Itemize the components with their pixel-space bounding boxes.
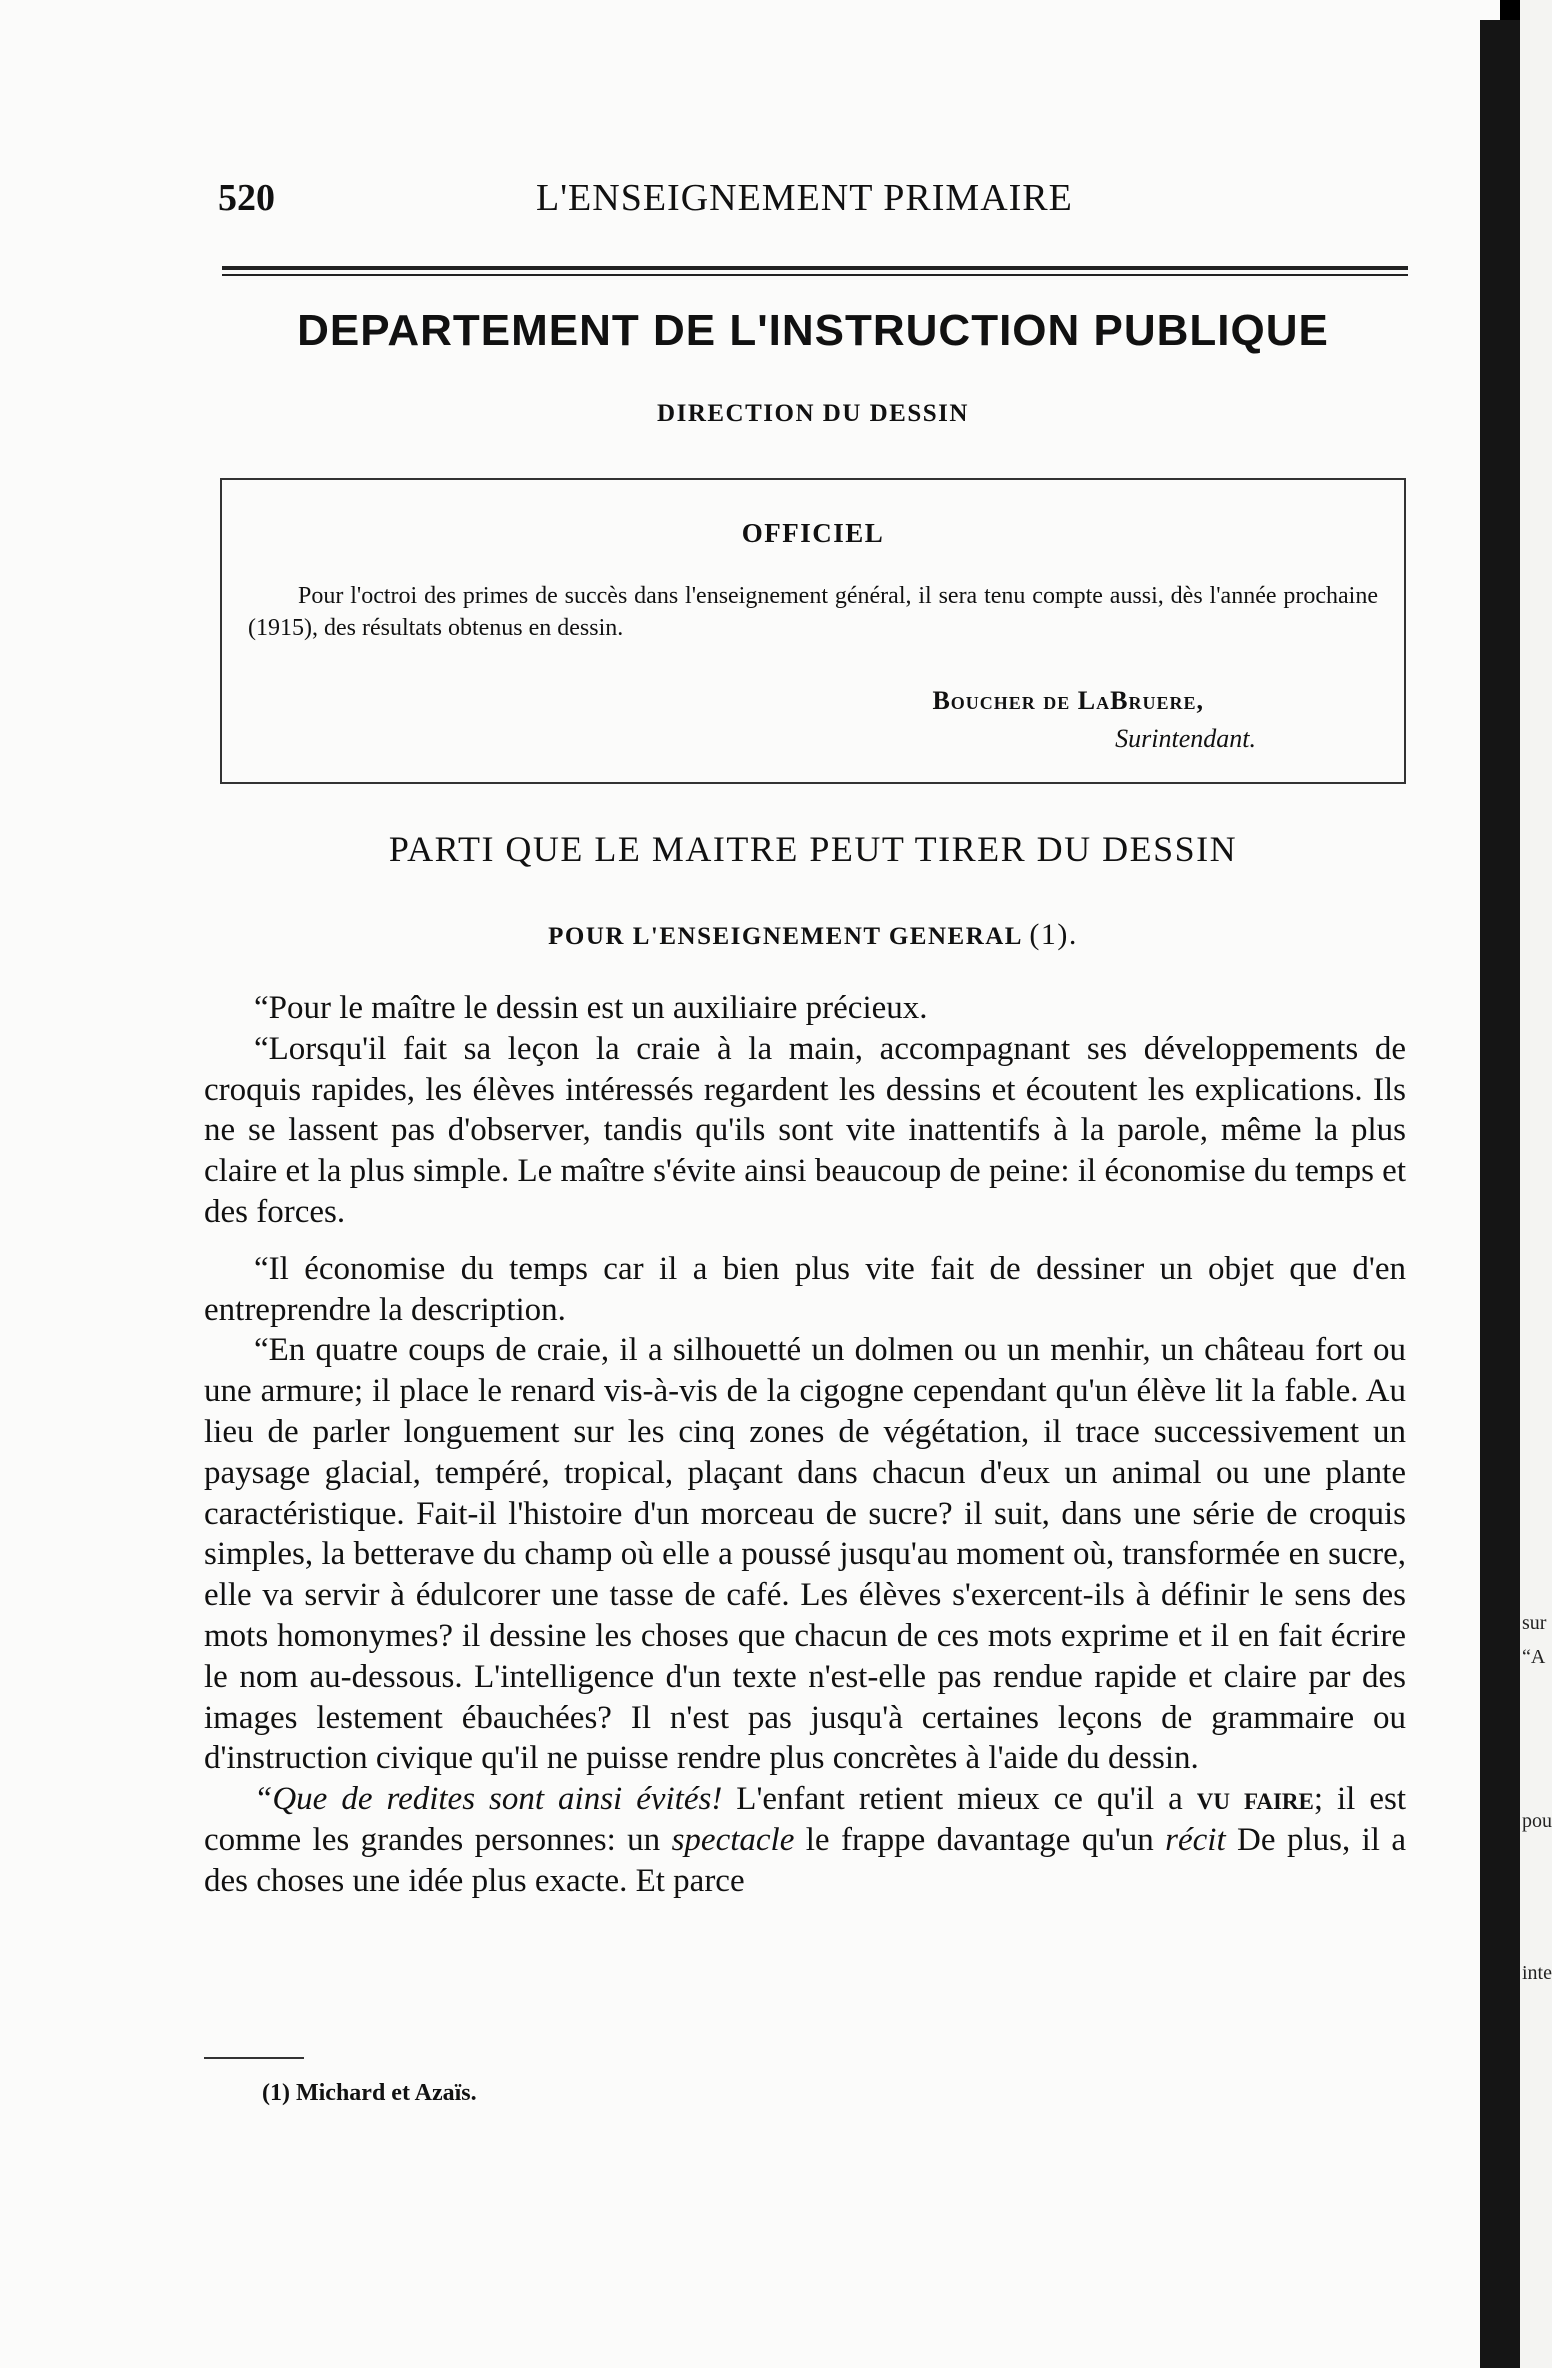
official-notice-title: OFFICIEL bbox=[741, 518, 885, 548]
neighbor-text-c: pou bbox=[1522, 1810, 1552, 1832]
neighbor-text-b: “A bbox=[1522, 1646, 1546, 1668]
paragraph-5-smallcaps: vu faire bbox=[1196, 1781, 1314, 1818]
paragraph-2: “Lorsqu'il fait sa leçon la craie à la main, accompagnant ses développements de croquis rapides, les élèves intéressés regardent les dessins et écoutent les explications. Ils ne se lassent pas d'observer, tandis qu'ils sont vite inattentifs à la parole, même la plus claire et la plus simple. Le maître s'évite ainsi beaucoup de peine: il économise du temps et des forces. bbox=[204, 1030, 1406, 1230]
official-notice-text: Pour l'octroi des primes de succès dans l'enseignement général, il sera tenu compte aussi, dès l'année prochaine (1915), des résultats obtenus en dessin. bbox=[248, 583, 1378, 641]
header-rule-thick bbox=[222, 266, 1408, 270]
article-title: PARTI QUE LE MAITRE PEUT TIRER DU DESSIN bbox=[388, 829, 1238, 869]
paragraph-5: “Que de redites sont ainsi évités! L'enfant retient mieux ce qu'il a vu faire; il est comme les grandes personnes: un spectacle le frappe davantage qu'un récit De plus, il a des choses une idée plus exacte. Et parce bbox=[204, 1781, 1406, 1899]
article-body bbox=[204, 988, 1406, 1902]
page-number: 520 bbox=[218, 177, 275, 219]
paragraph-5-italic: “Que de redites sont ainsi évités! bbox=[254, 1781, 723, 1818]
article-subtitle-text: POUR L'ENSEIGNEMENT GENERAL bbox=[548, 923, 1022, 950]
header-rule-thin bbox=[222, 274, 1408, 276]
neighbor-text-a: sur bbox=[1522, 1612, 1547, 1634]
footnote-reference: (1). bbox=[1029, 918, 1078, 951]
article-subtitle bbox=[218, 918, 1408, 952]
department-subtitle: DIRECTION DU DESSIN bbox=[657, 400, 969, 427]
signature-name: Boucher de LaBruere, bbox=[932, 686, 1204, 715]
footnote-rule bbox=[204, 2057, 304, 2059]
footnote: (1) Michard et Azaïs. bbox=[262, 2080, 477, 2106]
official-notice-box bbox=[220, 478, 1406, 784]
page-header bbox=[218, 176, 1408, 232]
signature-role: Surintendant. bbox=[1115, 724, 1256, 753]
running-head: L'ENSEIGNEMENT PRIMAIRE bbox=[536, 177, 1073, 219]
book-gutter bbox=[1480, 20, 1520, 2368]
paragraph-1: “Pour le maître le dessin est un auxiliaire précieux. bbox=[254, 990, 928, 1026]
paragraph-3: “Il économise du temps car il a bien plus vite fait de dessiner un objet que d'en entreprendre la description. bbox=[204, 1250, 1406, 1328]
paragraph-4: “En quatre coups de craie, il a silhouetté un dolmen ou un menhir, un château fort ou une armure; il place le renard vis-à-vis de la cigogne cependant qu'un élève lit la fable. Au lieu de parler longuement sur les cinq zones de végétation, il trace successivement un paysage glacial, tempéré, tropical, plaçant dans chacun d'eux un animal ou une plante caractéristique. Fait-il l'histoire d'un morceau de sucre? il suit, dans une série de croquis simples, la betterave du champ où elle a poussé jusqu'au moment où, transformée en sucre, elle va servir à édulcorer une tasse de café. Les élèves s'exercent-ils à définir le sens des mots homonymes? il dessine les choses que chacun de ces mots exprime et il en fait écrire le nom au-dessous. L'intelligence d'un texte n'est-elle pas rendue rapide et claire par des images lestement ébauchées? Il n'est pas jusqu'à certaines leçons de grammaire ou d'instruction civique qu'il ne puisse rendre plus concrètes à l'aide du dessin. bbox=[204, 1332, 1406, 1777]
department-title: DEPARTEMENT DE L'INSTRUCTION PUBLIQUE bbox=[297, 306, 1329, 355]
neighbor-page-edge bbox=[1520, 0, 1552, 2368]
neighbor-text-d: inte bbox=[1522, 1962, 1552, 1984]
